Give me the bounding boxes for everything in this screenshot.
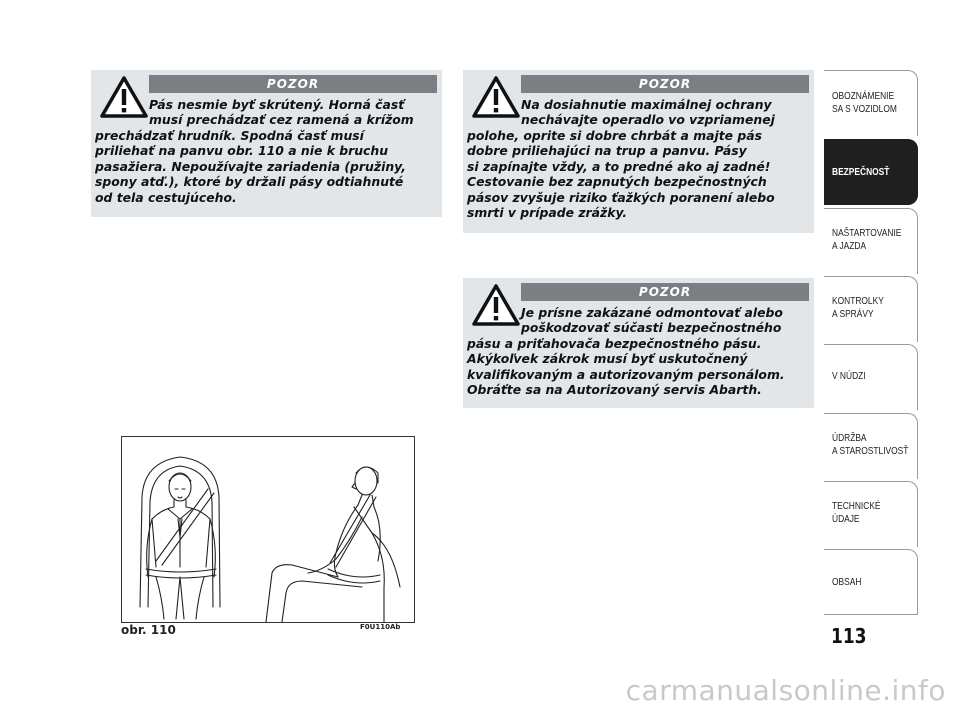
footer-watermark-url[interactable]: carmanualsonline.info [625, 674, 946, 707]
warning-body-text: pásu a priťahovača bezpečnostného pásu. Akýkoľvek zákrok musí byť uskutočnený kvalifikovaným a autorizovaným personálom. Obráťte sa na Autorizovaný servis Abarth. [467, 336, 785, 398]
seatbelt-illustration [121, 436, 415, 623]
warning-body-text: prechádzať hrudník. Spodná časť musí priliehať na panvu obr. 110 a nie k bruchu pasažiera. Nepoužívajte zariadenia (pružiny, spony atď.), ktoré by držali pásy odtiahnuté od tela cestujúceho. [95, 128, 406, 205]
warning-title: POZOR [521, 75, 809, 93]
warning-lead-text: Na dosiahnutie maximálnej ochrany nechávajte operadlo vo vzpriamenej [521, 97, 775, 128]
warning-triangle-icon [471, 283, 521, 327]
tab-label: BEZPEČNOSŤ [832, 166, 890, 178]
warning-box-seat-position [463, 70, 814, 233]
tab-label: KONTROLKY A SPRÁVY [832, 295, 884, 320]
tab-label: ÚDRŽBA A STAROSTLIVOSŤ [832, 432, 909, 457]
tab-label: NAŠTARTOVANIE A JAZDA [832, 227, 902, 252]
figure-caption: obr. 110 [121, 623, 176, 637]
tab-label: OBOZNÁMENIE SA S VOZIDLOM [832, 90, 897, 115]
page-number: 113 [831, 624, 867, 648]
warning-triangle-icon [471, 75, 521, 119]
warning-title: POZOR [149, 75, 437, 93]
tab-label: OBSAH [832, 576, 862, 588]
warning-box-belt-twist [91, 70, 442, 217]
warning-body-text: polohe, oprite si dobre chrbát a majte pás dobre priliehajúci na trup a panvu. Pásy si zapínajte vždy, a to predné ako aj zadné! Cestovanie bez zapnutých bezpečnostných pásov zvyšuje riziko ťažkých poranení alebo smrti v prípade zrážky. [467, 128, 775, 221]
tab-label: TECHNICKÉ ÚDAJE [832, 500, 881, 525]
tab-label: V NÚDZI [832, 370, 866, 382]
figure-code: F0U110Ab [360, 623, 401, 631]
warning-lead-text: Je prísne zakázané odmontovať alebo poškodzovať súčasti bezpečnostného [521, 305, 783, 336]
warning-lead-text: Pás nesmie byť skrútený. Horná časť musí prechádzať cez ramená a krížom [149, 97, 414, 128]
warning-triangle-icon [99, 75, 149, 119]
warning-title: POZOR [521, 283, 809, 301]
warning-box-no-tampering [463, 278, 814, 408]
seatbelt-drawing [122, 437, 414, 622]
